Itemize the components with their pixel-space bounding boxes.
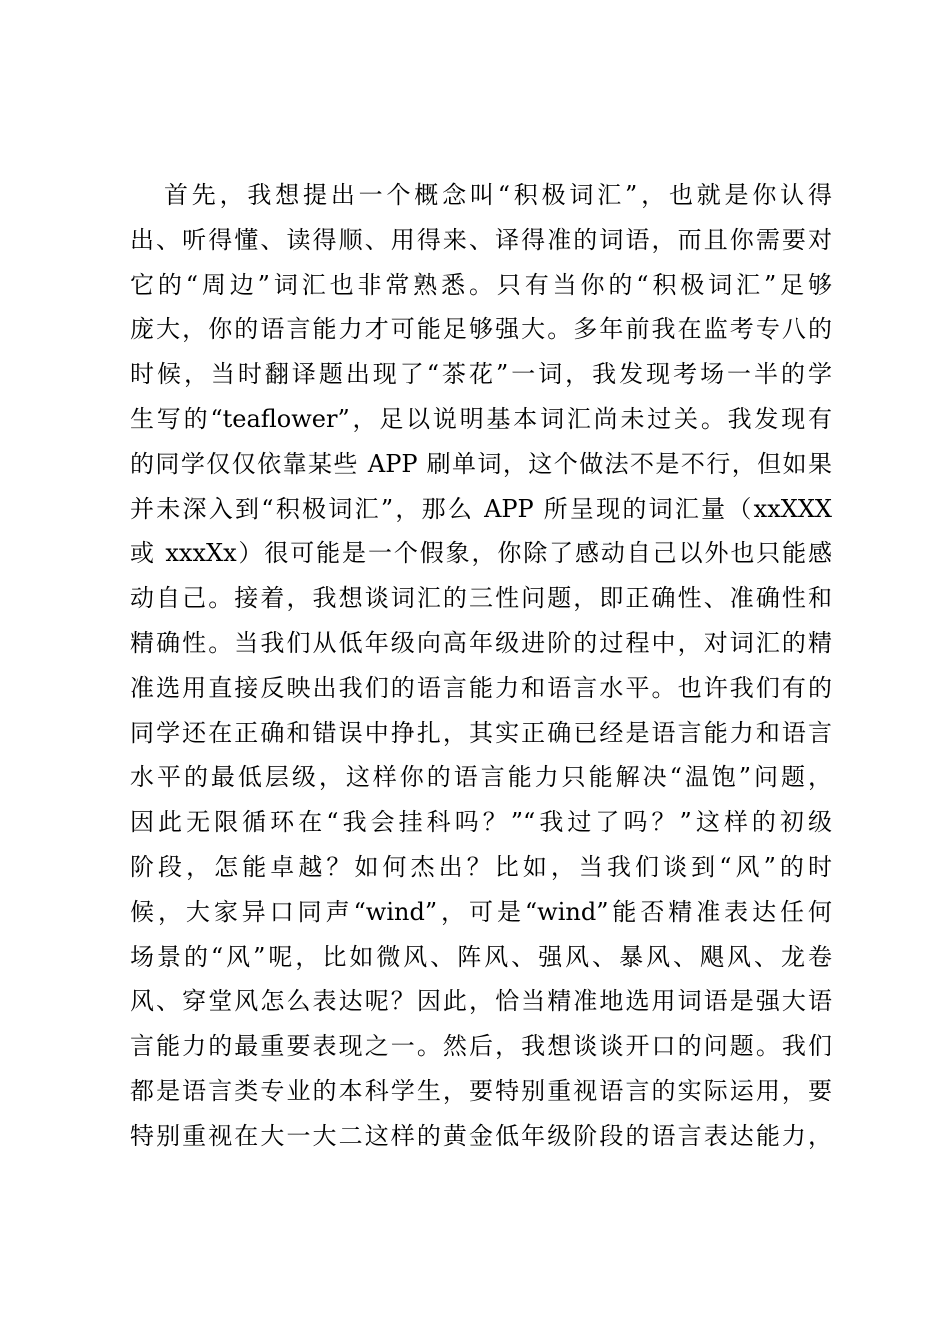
text-line: 并未深入到“积极词汇”，那么 APP 所呈现的词汇量（xxXXX	[130, 494, 832, 523]
text-line: 精确性。当我们从低年级向高年级进阶的过程中，对词汇的精	[130, 628, 832, 657]
text-line: 动自己。接着，我想谈词汇的三性问题，即正确性、准确性和	[130, 584, 832, 613]
text-line: 或 xxxXx）很可能是一个假象，你除了感动自己以外也只能感	[130, 539, 832, 568]
text-line: 它的“周边”词汇也非常熟悉。只有当你的“积极词汇”足够	[130, 270, 832, 299]
text-line: 首先，我想提出一个概念叫“积极词汇”，也就是你认得	[164, 181, 832, 209]
text-line: 时候，当时翻译题出现了“茶花”一词，我发现考场一半的学	[130, 360, 832, 389]
text-line: 言能力的最重要表现之一。然后，我想谈谈开口的问题。我们	[130, 1032, 832, 1061]
text-line: 同学还在正确和错误中挣扎，其实正确已经是语言能力和语言	[130, 718, 832, 747]
text-line: 场景的“风”呢，比如微风、阵风、强风、暴风、飓风、龙卷	[130, 942, 832, 971]
text-line: 的同学仅仅依靠某些 APP 刷单词，这个做法不是不行，但如果	[130, 449, 832, 478]
text-line: 准选用直接反映出我们的语言能力和语言水平。也许我们有的	[130, 673, 832, 702]
text-line: 因此无限循环在“我会挂科吗？”“我过了吗？”这样的初级	[130, 808, 832, 837]
text-line: 阶段，怎能卓越？如何杰出？比如，当我们谈到“风”的时	[130, 852, 832, 881]
text-line: 风、穿堂风怎么表达呢？因此，恰当精准地选用词语是强大语	[130, 987, 832, 1016]
text-line: 特别重视在大一大二这样的黄金低年级阶段的语言表达能力，	[130, 1121, 832, 1150]
text-line: 水平的最低层级，这样你的语言能力只能解决“温饱”问题，	[130, 763, 832, 792]
text-line: 候，大家异口同声“wind”，可是“wind”能否精准表达任何	[130, 897, 832, 926]
text-line: 出、听得懂、读得顺、用得来、译得准的词语，而且你需要对	[130, 225, 832, 254]
text-line: 庞大，你的语言能力才可能足够强大。多年前我在监考专八的	[130, 315, 832, 344]
text-line: 生写的“teaflower”，足以说明基本词汇尚未过关。我发现有	[130, 404, 832, 433]
text-line: 都是语言类专业的本科学生，要特别重视语言的实际运用，要	[130, 1076, 832, 1105]
document-body	[130, 173, 832, 1159]
